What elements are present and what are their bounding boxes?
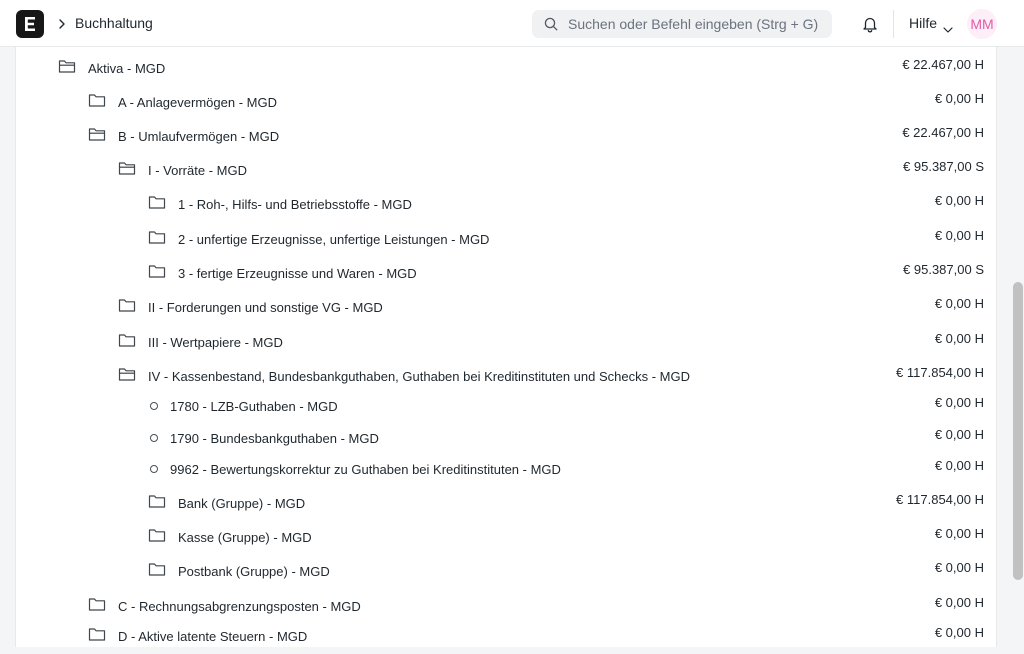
folder-icon[interactable] [118,297,136,318]
tree-row[interactable] [16,261,996,291]
account-label[interactable]: 3 - fertige Erzeugnisse und Waren - MGD [178,266,417,281]
account-label[interactable]: Postbank (Gruppe) - MGD [178,564,330,579]
folder-icon[interactable] [88,626,106,647]
chart-of-accounts-tree [15,47,997,647]
account-balance: € 0,00 H [934,458,984,473]
account-balance: € 0,00 H [934,228,984,243]
avatar[interactable]: MM [967,9,997,39]
tree-row[interactable] [16,295,996,325]
breadcrumb[interactable]: Buchhaltung [75,15,153,31]
tree-row[interactable] [16,594,996,624]
account-balance: € 0,00 H [934,560,984,575]
account-balance: € 95.387,00 S [903,262,984,277]
account-label[interactable]: Aktiva - MGD [88,61,166,76]
folder-icon[interactable] [148,194,166,215]
account-label[interactable]: II - Forderungen und sonstige VG - MGD [148,300,383,315]
folder-icon[interactable] [148,493,166,514]
tree-row[interactable] [16,426,996,456]
chevron-down-icon[interactable] [943,21,953,39]
folder-icon[interactable] [148,527,166,548]
tree-row[interactable] [16,364,996,394]
tree-row[interactable] [16,56,996,86]
account-balance: € 0,00 H [934,625,984,640]
tree-row[interactable] [16,227,996,257]
account-balance: € 117.854,00 H [896,492,984,507]
tree-row[interactable] [16,330,996,360]
account-balance: € 0,00 H [934,331,984,346]
erpnext-logo-icon[interactable] [16,10,44,38]
account-label[interactable]: 2 - unfertige Erzeugnisse, unfertige Leistungen - MGD [178,232,490,247]
folder-open-icon[interactable] [118,160,136,181]
account-label[interactable]: Kasse (Gruppe) - MGD [178,530,312,545]
account-balance: € 22.467,00 H [902,125,984,140]
account-balance: € 0,00 H [934,395,984,410]
help-menu-button[interactable]: Hilfe [909,15,938,31]
account-label[interactable]: B - Umlaufvermögen - MGD [118,129,280,144]
folder-icon[interactable] [148,229,166,250]
folder-open-icon[interactable] [88,126,106,147]
folder-icon[interactable] [118,332,136,353]
tree-row[interactable] [16,394,996,424]
account-label[interactable]: IV - Kassenbestand, Bundesbankguthaben, Guthaben bei Kreditinstituten und Schecks - MGD [148,369,691,384]
folder-icon[interactable] [148,263,166,284]
account-balance: € 0,00 H [934,193,984,208]
account-label[interactable]: 9962 - Bewertungskorrektur zu Guthaben bei Kreditinstituten - MGD [170,462,561,477]
navbar-divider [893,10,894,38]
bell-icon[interactable] [861,15,879,38]
tree-row[interactable] [16,90,996,120]
tree-row[interactable] [16,457,996,487]
circle-icon [150,465,158,473]
account-label[interactable]: C - Rechnungsabgrenzungsposten - MGD [118,599,361,614]
account-label[interactable]: D - Aktive latente Steuern - MGD [118,629,308,644]
account-balance: € 0,00 H [934,427,984,442]
account-label[interactable]: A - Anlagevermögen - MGD [118,95,277,110]
scrollbar-thumb[interactable] [1013,282,1023,580]
tree-row[interactable] [16,624,996,654]
account-label[interactable]: Bank (Gruppe) - MGD [178,496,306,511]
account-balance: € 22.467,00 H [902,57,984,72]
tree-row[interactable] [16,192,996,222]
account-label[interactable]: 1790 - Bundesbankguthaben - MGD [170,431,379,446]
account-balance: € 95.387,00 S [903,159,984,174]
tree-row[interactable] [16,124,996,154]
tree-row[interactable] [16,559,996,589]
folder-icon[interactable] [88,92,106,113]
account-balance: € 0,00 H [934,526,984,541]
account-balance: € 0,00 H [934,91,984,106]
search-icon [544,17,558,31]
folder-open-icon[interactable] [58,58,76,79]
account-label[interactable]: III - Wertpapiere - MGD [148,335,283,350]
tree-row[interactable] [16,158,996,188]
search-input[interactable] [568,10,826,38]
account-label[interactable]: 1 - Roh-, Hilfs- und Betriebsstoffe - MGD [178,197,412,212]
account-balance: € 0,00 H [934,595,984,610]
circle-icon [150,402,158,410]
account-label[interactable]: 1780 - LZB-Guthaben - MGD [170,399,338,414]
folder-open-icon[interactable] [118,366,136,387]
chevron-right-icon [56,17,68,36]
circle-icon [150,434,158,442]
folder-icon[interactable] [88,596,106,617]
top-navbar [0,0,1024,47]
account-label[interactable]: I - Vorräte - MGD [148,163,247,178]
tree-row[interactable] [16,491,996,521]
account-balance: € 0,00 H [934,296,984,311]
search-bar[interactable] [532,10,832,38]
tree-row[interactable] [16,525,996,555]
account-balance: € 117.854,00 H [896,365,984,380]
folder-icon[interactable] [148,561,166,582]
